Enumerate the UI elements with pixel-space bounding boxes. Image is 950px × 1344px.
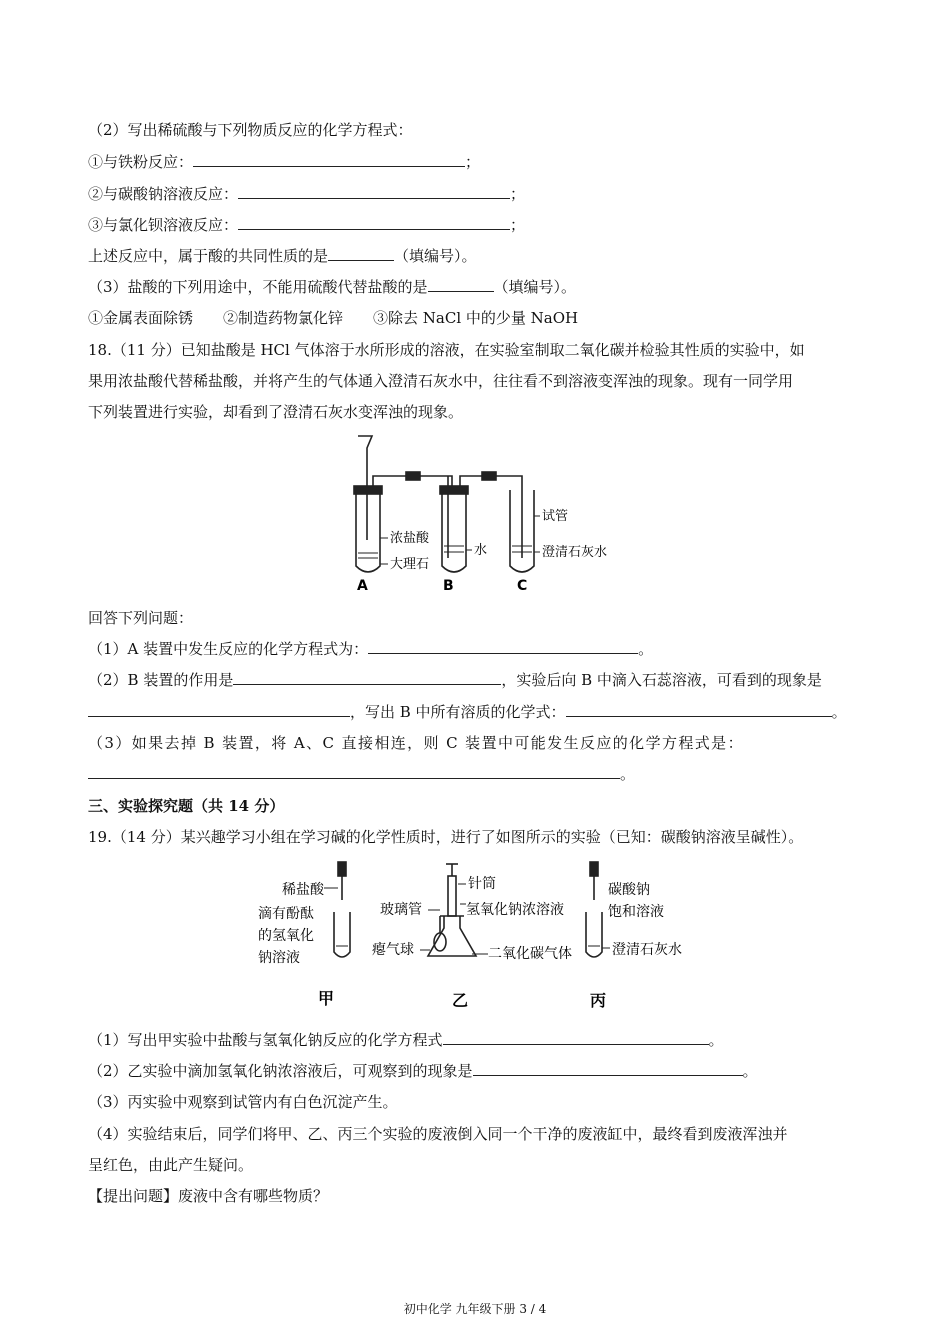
answer-blank[interactable]: [238, 215, 510, 230]
yi-co2-label: 二氧化碳气体: [488, 946, 572, 962]
dropper-bing: [590, 862, 598, 876]
q19-part2: （2）乙实验中滴加氢氧化钠浓溶液后，可观察到的现象是 。: [88, 1062, 758, 1080]
stopper-a: [354, 486, 382, 494]
answer-blank[interactable]: [368, 639, 638, 654]
label-marble: 大理石: [390, 557, 430, 572]
test-tube-bing: [586, 912, 602, 957]
answer-blank[interactable]: [566, 702, 832, 717]
label-conc-hcl: 浓盐酸: [390, 531, 430, 546]
dropper-jia: [338, 862, 346, 876]
bing-label-1: 碳酸钠: [608, 882, 650, 898]
q19-question: 【提出问题】废液中含有哪些物质？: [88, 1187, 329, 1205]
q18-answer-intro: 回答下列问题：: [88, 609, 194, 627]
q18-intro-line1: 18.（11 分）已知盐酸是 HCl 气体溶于水所形成的溶液，在实验室制取二氧化碳并检验其性质的实验中，如: [88, 341, 805, 359]
q17-item-2: ②与碳酸钠溶液反应： ；: [88, 185, 526, 203]
q17-part3: （3）盐酸的下列用途中，不能用硫酸代替盐酸的是 （填编号）。: [88, 278, 577, 296]
caption-jia: 甲: [318, 989, 335, 1008]
label-tube: 试管: [542, 509, 569, 524]
answer-blank[interactable]: [428, 277, 494, 292]
answer-blank[interactable]: [88, 702, 350, 717]
test-tube-a: [356, 494, 380, 572]
q18-part2-line1: （2）B 装置的作用是 ，实验后向 B 中滴入石蕊溶液，可看到的现象是: [88, 671, 822, 689]
answer-blank[interactable]: [328, 246, 394, 261]
label-limewater: 澄清石灰水: [542, 545, 608, 560]
q17-item-1: ①与铁粉反应： ；: [88, 153, 481, 171]
yi-syringe-label: 针筒: [468, 876, 496, 892]
q17-part2-title: （2）写出稀硫酸与下列物质反应的化学方程式：: [88, 121, 413, 139]
q18-part3-answer: 。: [88, 764, 635, 784]
q19-experiment-figure: [252, 858, 712, 1018]
label-water: 水: [474, 543, 488, 558]
jia-label-4: 钠溶液: [258, 950, 300, 966]
jia-label-3: 的氢氧化: [258, 928, 314, 944]
answer-blank[interactable]: [88, 764, 620, 779]
answer-blank[interactable]: [473, 1061, 743, 1076]
page-footer: 初中化学 九年级下册 3 / 4: [403, 1302, 547, 1316]
bing-limewater-label: 澄清石灰水: [612, 942, 682, 958]
answer-blank[interactable]: [238, 184, 510, 199]
label-a: A: [357, 578, 368, 594]
jia-label-1: 稀盐酸: [282, 882, 324, 898]
q18-part3: （3）如果去掉 B 装置，将 A、C 直接相连，则 C 装置中可能发生反应的化学方程式是：: [88, 734, 744, 752]
q19-part3: （3）丙实验中观察到试管内有白色沉淀产生。: [88, 1093, 398, 1111]
stopper-b: [440, 486, 468, 494]
caption-yi: 乙: [452, 991, 469, 1010]
q18-apparatus-figure: [340, 428, 630, 598]
q19-part1: （1）写出甲实验中盐酸与氢氧化钠反应的化学方程式 。: [88, 1031, 724, 1049]
label-c: C: [517, 578, 528, 594]
answer-blank[interactable]: [193, 152, 465, 167]
q17-uses: ①金属表面除锈 ②制造药物氯化锌 ③除去 NaCl 中的少量 NaOH: [88, 309, 579, 327]
q19-part4-line1: （4）实验结束后，同学们将甲、乙、丙三个实验的废液倒入同一个干净的废液缸中，最终看到废液浑浊并: [88, 1125, 788, 1143]
label-b: B: [443, 578, 454, 594]
clamp-bc: [482, 472, 496, 480]
section-title: 三、实验探究题（共 14 分）: [88, 797, 285, 815]
yi-glass-tube-label: 玻璃管: [380, 902, 422, 918]
answer-blank[interactable]: [233, 670, 501, 685]
clamp-ab: [406, 472, 420, 480]
yi-naoh-label: 氢氧化钠浓溶液: [466, 902, 564, 918]
q18-intro-line2: 果用浓盐酸代替稀盐酸，并将产生的气体通入澄清石灰水中，往往看不到溶液变浑浊的现象。现有一同学用: [88, 372, 794, 390]
q18-part1: （1）A 装置中发生反应的化学方程式为： 。: [88, 640, 654, 658]
syringe: [448, 876, 456, 916]
test-tube-jia: [334, 912, 350, 957]
q19-intro: 19.（14 分）某兴趣学习小组在学习碱的化学性质时，进行了如图所示的实验（已知：碳酸钠溶液呈碱性）。: [88, 828, 804, 846]
q17-common-property: 上述反应中，属于酸的共同性质的是 （填编号）。: [88, 247, 477, 265]
jia-label-2: 滴有酚酞: [258, 906, 314, 922]
q19-part4-line2: 呈红色，由此产生疑问。: [88, 1156, 254, 1174]
q17-item-3: ③与氯化钡溶液反应： ；: [88, 216, 526, 234]
q18-part2-line2: ，写出 B 中所有溶质的化学式： 。: [88, 702, 847, 722]
q18-intro-line3: 下列装置进行实验，却看到了澄清石灰水变浑浊的现象。: [88, 403, 464, 421]
yi-balloon-label: 瘪气球: [372, 942, 414, 958]
funnel: [358, 436, 372, 470]
answer-blank[interactable]: [443, 1030, 709, 1045]
bing-label-2: 饱和溶液: [608, 904, 664, 920]
test-tube-b: [442, 494, 466, 572]
caption-bing: 丙: [590, 991, 607, 1010]
